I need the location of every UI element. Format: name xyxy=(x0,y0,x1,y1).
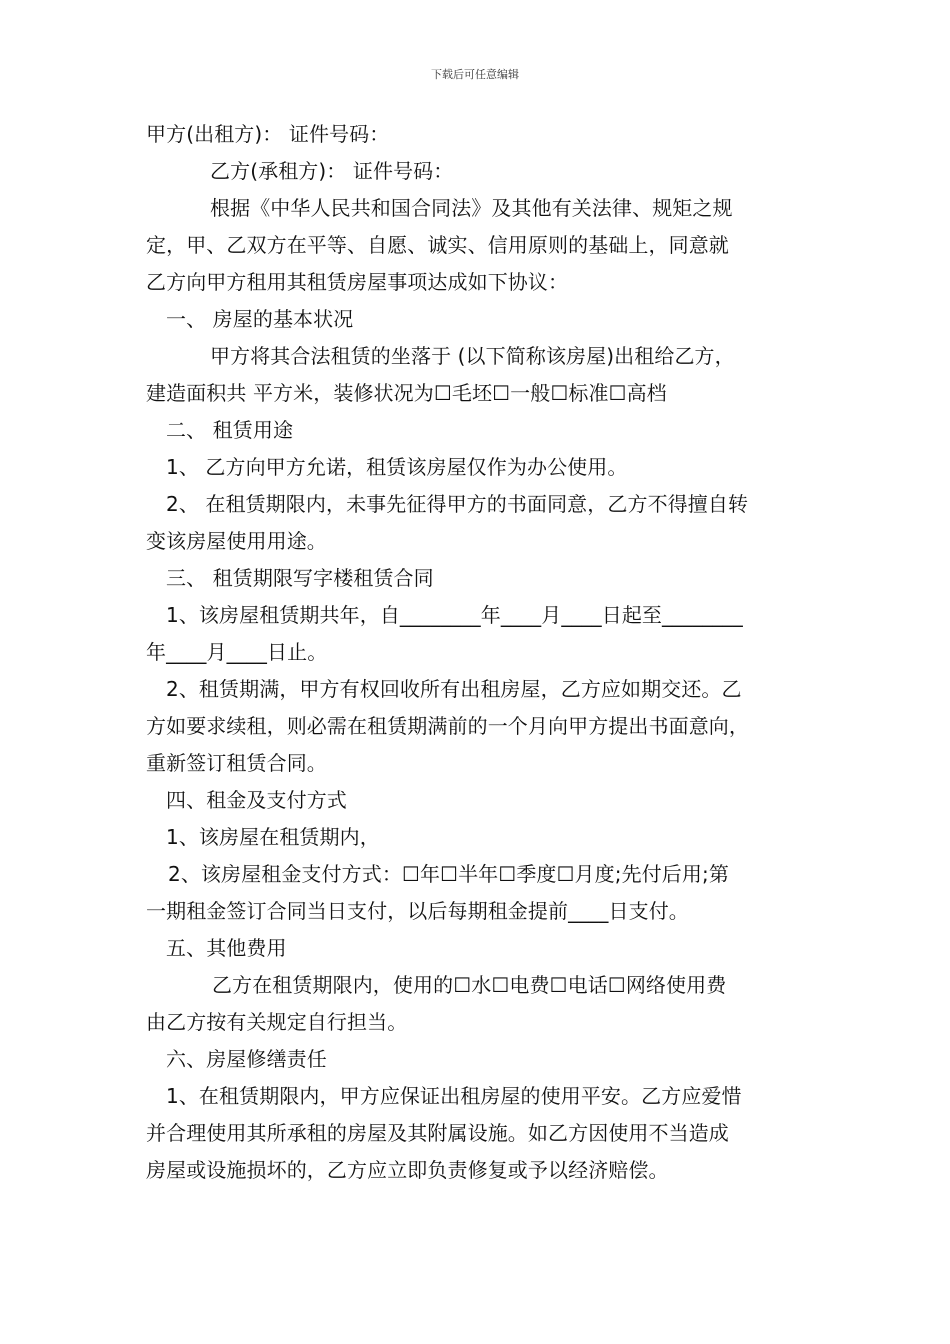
document-line: 2、该房屋租金支付方式：☐年☐半年☐季度☐月度;先付后用;第 xyxy=(168,862,729,886)
document-line: 1、 乙方向甲方允诺，租赁该房屋仅作为办公使用。 xyxy=(166,455,628,479)
document-line: 乙方在租赁期限内，使用的☐水☐电费☐电话☐网络使用费 xyxy=(212,973,727,997)
document-line: 变该房屋使用用途。 xyxy=(146,529,327,553)
document-line: 一期租金签订合同当日支付，以后每期租金提前____日支付。 xyxy=(146,899,689,923)
document-line: 1、该房屋在租赁期内， xyxy=(166,825,380,849)
document-line: 建造面积共 平方米，装修状况为☐毛坯☐一般☐标准☐高档 xyxy=(146,381,667,405)
document-line: 一、 房屋的基本状况 xyxy=(166,307,354,331)
document-line: 甲方(出租方)： 证件号码： xyxy=(146,122,390,146)
document-line: 乙方向甲方租用其租赁房屋事项达成如下协议： xyxy=(146,270,569,294)
document-line: 定，甲、乙双方在平等、自愿、诚实、信用原则的基础上，同意就 xyxy=(146,233,729,257)
document-line: 二、 租赁用途 xyxy=(166,418,294,442)
document-line: 乙方(承租方)： 证件号码： xyxy=(210,159,454,183)
document-line: 由乙方按有关规定自行担当。 xyxy=(146,1010,408,1034)
document-line: 年____月____日止。 xyxy=(146,640,328,664)
document-line: 四、租金及支付方式 xyxy=(166,788,347,812)
document-line: 六、房屋修缮责任 xyxy=(166,1047,327,1071)
document-line: 甲方将其合法租赁的坐落于 (以下简称该房屋)出租给乙方， xyxy=(210,344,735,368)
document-line: 并合理使用其所承租的房屋及其附属设施。如乙方因使用不当造成 xyxy=(146,1121,729,1145)
document-line: 五、其他费用 xyxy=(166,936,287,960)
document-line: 房屋或设施损坏的，乙方应立即负责修复或予以经济赔偿。 xyxy=(146,1158,669,1182)
document-line: 2、租赁期满，甲方有权回收所有出租房屋，乙方应如期交还。乙 xyxy=(166,677,742,701)
page-header: 下载后可任意编辑 xyxy=(431,68,519,81)
document-line: 方如要求续租，则必需在租赁期满前的一个月向甲方提出书面意向， xyxy=(146,714,749,738)
document-line: 1、在租赁期限内，甲方应保证出租房屋的使用平安。乙方应爱惜 xyxy=(166,1084,742,1108)
document-line: 三、 租赁期限写字楼租赁合同 xyxy=(166,566,434,590)
document-line: 重新签订租赁合同。 xyxy=(146,751,327,775)
document-line: 1、该房屋租赁期共年，自________年____月____日起至________ xyxy=(166,603,743,627)
document-line: 2、 在租赁期限内，未事先征得甲方的书面同意，乙方不得擅自转 xyxy=(166,492,749,516)
document-body xyxy=(146,116,818,1189)
document-line: 根据《中华人民共和国合同法》及其他有关法律、规矩之规 xyxy=(210,196,733,220)
